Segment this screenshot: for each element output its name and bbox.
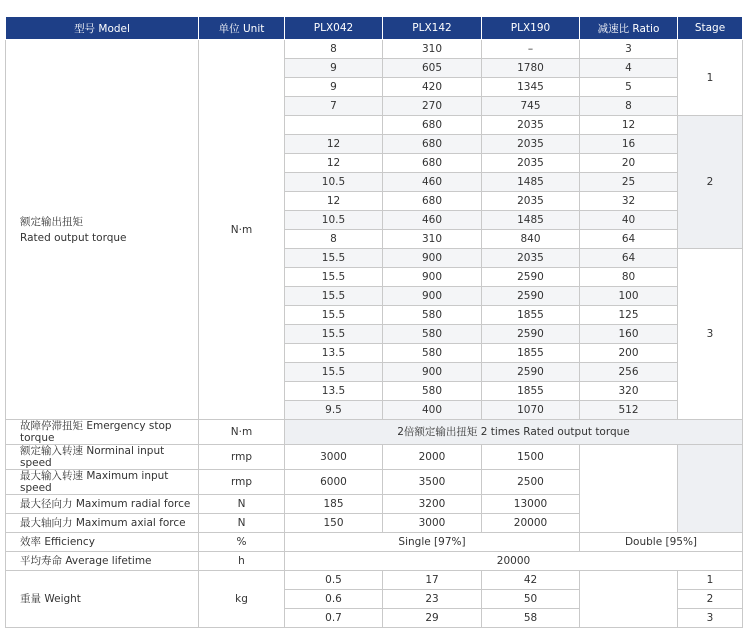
cell-plx042: 10.5 (285, 211, 383, 230)
cell-plx142: 680 (383, 116, 482, 135)
torque-label-cn: 额定输出扭矩 (20, 215, 83, 228)
cell-ratio: 64 (580, 230, 678, 249)
cell-plx142: 310 (383, 230, 482, 249)
cell-plx042: 13.5 (285, 382, 383, 401)
cell-plx190: 13000 (482, 495, 580, 514)
cell-plx042: 10.5 (285, 173, 383, 192)
torque-label (6, 40, 199, 420)
cell-plx190: 2590 (482, 363, 580, 382)
cell-plx190: 20000 (482, 514, 580, 533)
cell-plx190: 42 (482, 571, 580, 590)
header-row (6, 17, 743, 40)
cell-plx142: 400 (383, 401, 482, 420)
cell-plx042: 0.5 (285, 571, 383, 590)
cell-plx042 (285, 116, 383, 135)
cell-ratio: 125 (580, 306, 678, 325)
cell-plx190: – (482, 40, 580, 59)
cell-ratio: 64 (580, 249, 678, 268)
cell-plx190: 58 (482, 609, 580, 628)
cell-ratio: 320 (580, 382, 678, 401)
stage-cell-1: 1 (678, 40, 743, 116)
radial-force-label: 最大径向力 Maximum radial force (6, 495, 199, 514)
cell-plx190: 2590 (482, 325, 580, 344)
max-speed-label: 最大输入转速 Maximum input speed (6, 470, 199, 495)
cell-plx190: 2035 (482, 116, 580, 135)
cell-plx142: 680 (383, 135, 482, 154)
emergency-value: 2倍额定输出扭矩 2 times Rated output torque (285, 420, 743, 445)
cell-plx042: 150 (285, 514, 383, 533)
cell-plx190: 1855 (482, 382, 580, 401)
cell-ratio: 4 (580, 59, 678, 78)
cell-plx142: 17 (383, 571, 482, 590)
cell-plx142: 310 (383, 40, 482, 59)
cell-plx042: 12 (285, 154, 383, 173)
radial-force-unit: N (199, 495, 285, 514)
cell-plx142: 900 (383, 268, 482, 287)
weight-label: 重量 Weight (6, 571, 199, 628)
cell-ratio: 256 (580, 363, 678, 382)
emergency-label: 故障停滞扭矩 Emergency stop torque (6, 420, 199, 445)
cell-plx142: 580 (383, 382, 482, 401)
cell-ratio: 16 (580, 135, 678, 154)
stage-cell-2: 2 (678, 116, 743, 249)
nominal-speed-unit: rmp (199, 445, 285, 470)
cell-plx042: 15.5 (285, 249, 383, 268)
cell-plx042: 9 (285, 59, 383, 78)
lifetime-value: 20000 (285, 552, 743, 571)
cell-plx042: 6000 (285, 470, 383, 495)
cell-plx042: 12 (285, 135, 383, 154)
cell-ratio: 100 (580, 287, 678, 306)
cell-plx190: 1855 (482, 344, 580, 363)
cell-ratio: 3 (580, 40, 678, 59)
cell-plx042: 15.5 (285, 268, 383, 287)
cell-plx042: 8 (285, 40, 383, 59)
cell-plx142: 23 (383, 590, 482, 609)
cell-ratio: 32 (580, 192, 678, 211)
lifetime-label: 平均寿命 Average lifetime (6, 552, 199, 571)
weight-unit: kg (199, 571, 285, 628)
cell-plx190: 2590 (482, 268, 580, 287)
cell-plx142: 460 (383, 173, 482, 192)
cell-plx142: 900 (383, 363, 482, 382)
torque-label-en: Rated output torque (20, 231, 127, 244)
cell-plx042: 13.5 (285, 344, 383, 363)
cell-plx190: 1855 (482, 306, 580, 325)
cell-plx142: 900 (383, 287, 482, 306)
cell-plx042: 9.5 (285, 401, 383, 420)
cell-plx142: 605 (383, 59, 482, 78)
cell-plx142: 2000 (383, 445, 482, 470)
header-ratio: 减速比 Ratio (580, 17, 678, 40)
cell-plx190: 745 (482, 97, 580, 116)
cell-plx190: 2035 (482, 154, 580, 173)
cell-plx142: 680 (383, 154, 482, 173)
cell-plx042: 8 (285, 230, 383, 249)
header-stage: Stage (678, 17, 743, 40)
cell-plx142: 420 (383, 78, 482, 97)
cell-ratio: 25 (580, 173, 678, 192)
cell-ratio: 8 (580, 97, 678, 116)
cell-ratio: 512 (580, 401, 678, 420)
cell-ratio: 200 (580, 344, 678, 363)
header-unit: 单位 Unit (199, 17, 285, 40)
cell-plx190: 2590 (482, 287, 580, 306)
max-speed-unit: rmp (199, 470, 285, 495)
cell-plx190: 1070 (482, 401, 580, 420)
cell-plx142: 680 (383, 192, 482, 211)
cell-plx042: 15.5 (285, 306, 383, 325)
cell-plx190: 2035 (482, 249, 580, 268)
cell-plx042: 12 (285, 192, 383, 211)
lifetime-row (6, 552, 743, 571)
nominal-speed-row (6, 445, 743, 470)
cell-ratio: 160 (580, 325, 678, 344)
cell-plx190: 2500 (482, 470, 580, 495)
cell-ratio: 5 (580, 78, 678, 97)
cell-plx142: 3000 (383, 514, 482, 533)
efficiency-single: Single [97%] (285, 533, 580, 552)
blank-ratio-cell (580, 571, 678, 628)
blank-ratio-cell (580, 445, 678, 533)
axial-force-label: 最大轴向力 Maximum axial force (6, 514, 199, 533)
cell-ratio: 12 (580, 116, 678, 135)
cell-plx042: 0.6 (285, 590, 383, 609)
lifetime-unit: h (199, 552, 285, 571)
cell-plx190: 1500 (482, 445, 580, 470)
efficiency-double: Double [95%] (580, 533, 743, 552)
cell-plx190: 840 (482, 230, 580, 249)
cell-plx142: 460 (383, 211, 482, 230)
efficiency-unit: % (199, 533, 285, 552)
table-row (6, 571, 743, 590)
cell-plx142: 3200 (383, 495, 482, 514)
cell-plx142: 580 (383, 306, 482, 325)
nominal-speed-label: 额定输入转速 Norminal input speed (6, 445, 199, 470)
emergency-unit: N·m (199, 420, 285, 445)
cell-plx190: 1780 (482, 59, 580, 78)
header-plx190: PLX190 (482, 17, 580, 40)
cell-ratio: 20 (580, 154, 678, 173)
cell-ratio: 80 (580, 268, 678, 287)
axial-force-unit: N (199, 514, 285, 533)
cell-plx042: 9 (285, 78, 383, 97)
efficiency-row (6, 533, 743, 552)
cell-ratio: 40 (580, 211, 678, 230)
cell-plx142: 580 (383, 344, 482, 363)
efficiency-label: 效率 Efficiency (6, 533, 199, 552)
header-model: 型号 Model (6, 17, 199, 40)
blank-stage-cell (678, 445, 743, 533)
cell-plx190: 1485 (482, 173, 580, 192)
cell-plx042: 15.5 (285, 287, 383, 306)
cell-plx142: 3500 (383, 470, 482, 495)
cell-plx042: 3000 (285, 445, 383, 470)
cell-plx190: 1485 (482, 211, 580, 230)
emergency-row (6, 420, 743, 445)
cell-plx042: 15.5 (285, 363, 383, 382)
cell-plx142: 29 (383, 609, 482, 628)
cell-plx042: 0.7 (285, 609, 383, 628)
torque-unit: N·m (199, 40, 285, 420)
cell-plx190: 50 (482, 590, 580, 609)
cell-plx142: 270 (383, 97, 482, 116)
header-plx042: PLX042 (285, 17, 383, 40)
cell-plx142: 900 (383, 249, 482, 268)
cell-plx042: 15.5 (285, 325, 383, 344)
spec-table (5, 16, 743, 628)
cell-plx142: 580 (383, 325, 482, 344)
cell-plx190: 1345 (482, 78, 580, 97)
cell-plx190: 2035 (482, 192, 580, 211)
cell-stage: 1 (678, 571, 743, 590)
cell-plx042: 185 (285, 495, 383, 514)
header-plx142: PLX142 (383, 17, 482, 40)
stage-cell-3: 3 (678, 249, 743, 420)
cell-stage: 2 (678, 590, 743, 609)
cell-stage: 3 (678, 609, 743, 628)
cell-plx042: 7 (285, 97, 383, 116)
cell-plx190: 2035 (482, 135, 580, 154)
table-row (6, 40, 743, 59)
